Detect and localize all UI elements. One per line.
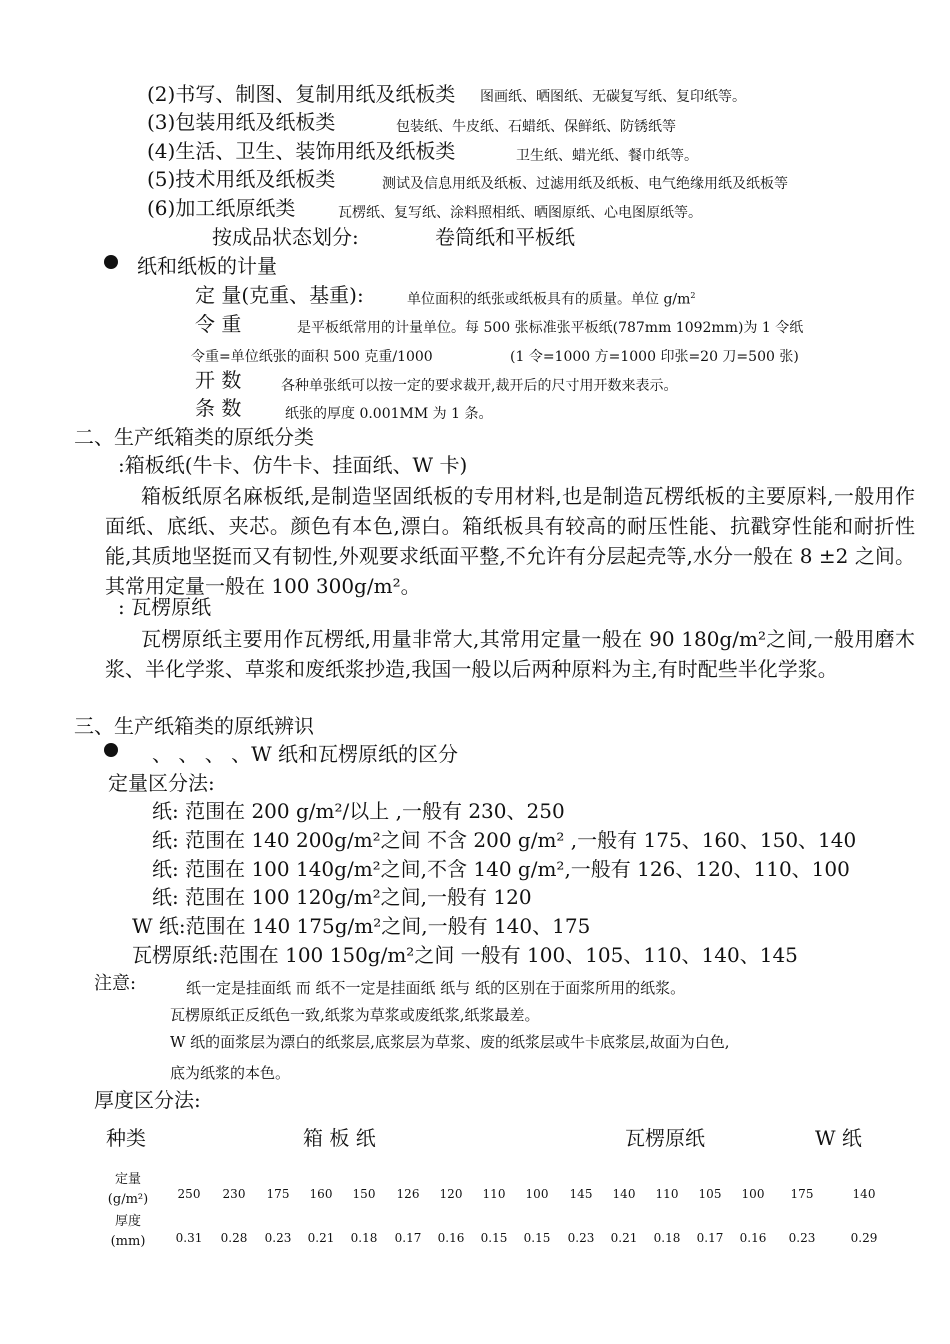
category-examples: 瓦楞纸、复写纸、涂料照相纸、晒图原纸、心电图原纸等。 [338,205,702,221]
category-examples: 包装纸、牛皮纸、石蜡纸、保鲜纸、防锈纸等 [396,119,676,135]
lingzhong-units: (1 令=1000 方=1000 印张=20 刀=500 张) [510,349,799,365]
kaishu-desc: 各种单张纸可以按一定的要求裁开,裁开后的尺寸用开数来表示。 [281,378,678,394]
tiaoshu-label: 条 数 [195,396,242,420]
finished-state-label: 按成品状态划分: [212,225,359,249]
weight-line: 纸: 范围在 100 140g/m²之间,不含 140 g/m²,一般有 126、120、110、100 [152,857,850,881]
table-cell: 100 [525,1187,549,1201]
table-cell: 0.23 [264,1231,292,1245]
note-label: 注意: [94,973,137,994]
table-cell: 0.15 [480,1231,508,1245]
tiaoshu-desc: 纸张的厚度 0.001MM 为 1 条。 [285,406,493,422]
table-cell: 160 [309,1187,333,1201]
table-cell: 126 [396,1187,420,1201]
table-cell: 0.16 [739,1231,767,1245]
lingzhong-formula: 令重=单位纸张的面积 500 克重/1000 [191,349,433,365]
table-cell: 140 [612,1187,636,1201]
section-3-heading: 三、生产纸箱类的原纸辨识 [74,714,314,738]
section-2-para2: 瓦楞原纸主要用作瓦楞纸,用量非常大,其常用定量一般在 90 180g/m²之间,一般用磨木浆、半化学浆、草浆和废纸浆抄造,我国一般以后两种原料为主,有时配些半化学浆。 [105,627,915,681]
table-cell: 175 [266,1187,290,1201]
weight-line: 纸: 范围在 140 200g/m²之间 不含 200 g/m² ,一般有 175、160、150、140 [152,828,857,852]
table-cell: 110 [655,1187,679,1201]
dingliang-label: 定 量(克重、基重): [195,283,364,307]
section-2-sub2: : 瓦楞原纸 [118,595,212,619]
section-2-heading: 二、生产纸箱类的原纸分类 [74,425,314,449]
table-cell: 0.28 [220,1231,248,1245]
table-cell: 0.31 [175,1231,203,1245]
table-header-kind: 种类 [106,1126,146,1150]
section-2-sub1: :箱板纸(牛卡、仿牛卡、挂面纸、W 卡) [118,453,468,477]
category-title: (3)包装用纸及纸板类 [147,110,336,134]
table-cell: 0.18 [653,1231,681,1245]
table-cell: 0.21 [610,1231,638,1245]
table-cell: 140 [852,1187,876,1201]
weight-line: W 纸:范围在 140 175g/m²之间,一般有 140、175 [132,914,591,938]
row-label-thickness: 厚度 (mm) [110,1214,146,1249]
table-cell: 0.16 [437,1231,465,1245]
table-header-w-paper: W 纸 [815,1126,862,1150]
table-cell: 0.17 [696,1231,724,1245]
category-title: (5)技术用纸及纸板类 [147,167,336,191]
category-examples: 测试及信息用纸及纸板、过滤用纸及纸板、电气绝缘用纸及纸板等 [382,176,788,192]
bullet-icon [104,255,118,269]
table-cell: 250 [177,1187,201,1201]
table-cell: 105 [698,1187,722,1201]
table-cell: 145 [569,1187,593,1201]
table-cell: 175 [790,1187,814,1201]
table-cell: 110 [482,1187,506,1201]
table-cell: 0.17 [394,1231,422,1245]
category-title: (4)生活、卫生、装饰用纸及纸板类 [147,139,456,163]
category-title: (2)书写、制图、复制用纸及纸板类 [147,82,456,106]
table-cell: 230 [222,1187,246,1201]
weight-method-label: 定量区分法: [108,771,215,795]
section-2-para1: 箱板纸原名麻板纸,是制造坚固纸板的专用材料,也是制造瓦楞纸板的主要原料,一般用作面纸、底纸、夹芯。颜色有本色,漂白。箱纸板具有较高的耐压性能、抗戳穿性能和耐折性能,其质地坚挺而又有韧性,外观要求纸面平整,不允许有分层起壳等,水分一般在 8 ±2 之间。其常用定量一般在 100 300g/m²。 [105,484,915,598]
row-label-weight: 定量 (g/m²) [107,1172,149,1207]
table-header-boxboard: 箱 板 纸 [303,1126,376,1150]
weight-line: 纸: 范围在 100 120g/m²之间,一般有 120 [152,885,532,909]
distinguish-line: 、 、 、 、W 纸和瓦楞原纸的区分 [152,742,458,766]
table-cell: 0.23 [567,1231,595,1245]
kaishu-label: 开 数 [195,368,242,392]
table-cell: 120 [439,1187,463,1201]
weight-line: 纸: 范围在 200 g/m²/以上 ,一般有 230、250 [152,799,565,823]
table-cell: 0.29 [850,1231,878,1245]
note-line: 底为纸浆的本色。 [170,1064,291,1082]
note-line: 瓦楞原纸正反纸色一致,纸浆为草浆或废纸浆,纸浆最差。 [170,1006,540,1024]
bullet-icon [104,743,118,757]
table-cell: 0.23 [788,1231,816,1245]
table-cell: 100 [741,1187,765,1201]
finished-state-value: 卷筒纸和平板纸 [435,225,575,249]
lingzhong-label: 令 重 [195,312,242,336]
table-header-corrugated: 瓦楞原纸 [625,1126,705,1150]
category-examples: 图画纸、晒图纸、无碳复写纸、复印纸等。 [480,89,746,105]
measurement-heading: 纸和纸板的计量 [137,254,277,278]
table-cell: 0.18 [350,1231,378,1245]
table-cell: 0.21 [307,1231,335,1245]
table-cell: 150 [352,1187,376,1201]
thickness-method-label: 厚度区分法: [94,1088,201,1112]
weight-line: 瓦楞原纸:范围在 100 150g/m²之间 一般有 100、105、110、140、145 [132,943,798,967]
dingliang-desc: 单位面积的纸张或纸板具有的质量。单位 $g/m^2$ [407,291,696,308]
lingzhong-desc: 是平板纸常用的计量单位。每 500 张标准张平板纸(787mm 1092mm)为 1 令纸 [297,320,804,336]
note-line: 纸一定是挂面纸 而 纸不一定是挂面纸 纸与 纸的区别在于面浆所用的纸浆。 [186,979,686,997]
note-line: W 纸的面浆层为漂白的纸浆层,底浆层为草浆、废的纸浆层或牛卡底浆层,故面为白色, [170,1033,730,1051]
category-examples: 卫生纸、蜡光纸、餐巾纸等。 [516,148,698,164]
table-cell: 0.15 [523,1231,551,1245]
category-title: (6)加工纸原纸类 [147,196,296,220]
